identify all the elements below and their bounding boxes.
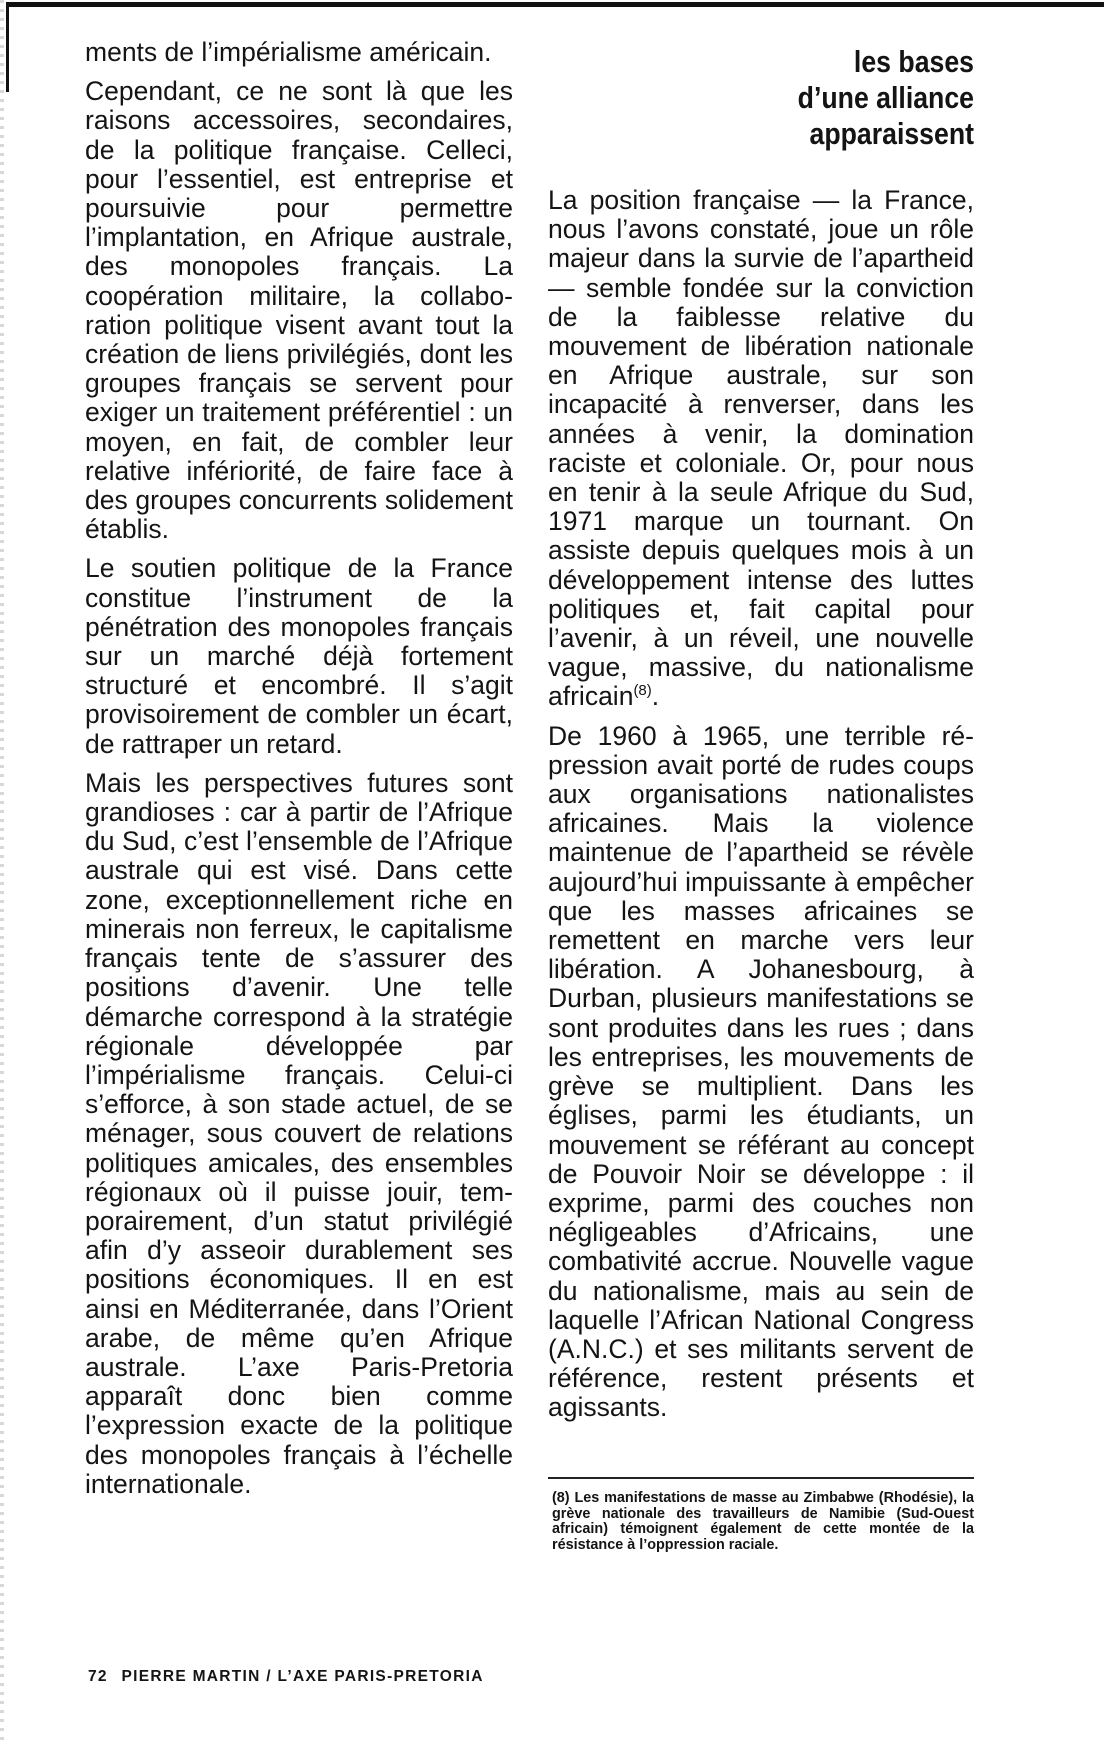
right-paragraph-1	[548, 186, 974, 712]
left-paragraph-3: Le soutien politique de la France constitue l’instrument de la pénétration des monopoles français sur un marché déjà fortement structuré et encombré. Il s’agit provisoirement de combler un écart, de rattraper un retard.	[85, 553, 513, 759]
footnote-reference: (8)	[633, 682, 652, 700]
heading-line-2: d’une alliance	[797, 80, 974, 115]
left-column	[85, 38, 513, 1509]
footnote-rule	[548, 1477, 974, 1479]
right-paragraph-2: De 1960 à 1965, une terrible répression avait porté de rudes coups aux organisations nationalistes africaines. Mais la violence maintenue de l’apartheid se révèle aujourd’hui impuissante à empêcher que les masses africaines se remettent en marche vers leur libération. A Johanesbourg, à Durban, plusieurs manifestations se sont produites dans les rues ; dans les entreprises, les mouvements de grève se multiplient. Dans les églises, parmi les étudiants, un mouvement se référant au concept de Pouvoir Noir se développe : il exprime, parmi des couches non négligeables d’Africains, une combativité accrue. Nouvelle vague du nationalisme, mais au sein de laquelle l’African National Congress (A.N.C.) et ses militants servent de référence, restent présents et agissants.	[548, 720, 974, 1423]
heading-line-3: apparaissent	[809, 116, 974, 151]
section-heading	[687, 44, 974, 152]
right-paragraph-1-text: La position française — la France, nous l’avons constaté, joue un rôle majeur dans la survie de l’apartheid — semble fondée sur la conviction de la faiblesse relative du mouvement de libération nationale en Afrique australe, sur son incapacité à renverser, dans les années à venir, la domination raciste et coloniale. Or, pour nous en tenir à la seule Afrique du Sud, 1971 marque un tournant. On assiste depuis quelques mois à un développement intense des luttes politiques et, fait capital pour l’avenir, à un réveil, une nouvelle vague, massive, du nationalisme africain	[548, 185, 974, 712]
left-paragraph-2: Cependant, ce ne sont là que les raisons accessoires, secondaires, de la politique française. Celleci, pour l’essentiel, est entreprise et poursuivie pour permettre l’implantation, en Afrique australe, des monopoles français. La coopération militaire, la collaboration politique visent avant tout la création de liens privilégiés, dont les groupes français se servent pour exiger un traitement préférentiel : un moyen, en fait, de combler leur relative infériorité, de faire face à des groupes concurrents solidement établis.	[85, 76, 513, 545]
left-rule	[6, 2, 9, 92]
page-number: 72	[88, 1668, 108, 1685]
running-title: PIERRE MARTIN / L’AXE PARIS-PRETORIA	[121, 1668, 484, 1685]
right-column	[548, 186, 974, 1433]
top-rule	[6, 2, 1104, 7]
scan-edge	[0, 0, 4, 1744]
page-footer	[88, 1668, 492, 1686]
heading-line-1: les bases	[853, 44, 974, 79]
footnote: (8) Les manifestations de masse au Zimbabwe (Rhodésie), la grève nationale des travailleurs de Namibie (Sud-Ouest africain) témoignent également de cette montée de la résistance à l’oppression raciale.	[552, 1490, 974, 1553]
left-paragraph-4: Mais les perspectives futures sont grandioses : car à partir de l’Afrique du Sud, c’est l’ensemble de l’Afrique australe qui est visé. Dans cette zone, exceptionnellement riche en minerais non ferreux, le capitalisme français tente de s’assurer des positions d’avenir. Une telle démarche correspond à la stratégie régionale développée par l’impérialisme français. Celui-ci s’efforce, à son stade actuel, de se ménager, sous couvert de relations politiques amicales, des ensembles régionaux où il puisse jouir, temporairement, d’un statut privilégié afin d’y asseoir durablement ses positions économiques. Il en est ainsi en Méditerranée, dans l’Orient arabe, de même qu’en Afrique australe. L’axe Paris-Pretoria apparaît donc bien comme l’expression exacte de la politique des monopoles français à l’échelle internationale.	[85, 767, 513, 1499]
left-paragraph-1: ments de l’impérialisme américain.	[85, 37, 492, 67]
right-paragraph-1-end: .	[651, 681, 660, 712]
